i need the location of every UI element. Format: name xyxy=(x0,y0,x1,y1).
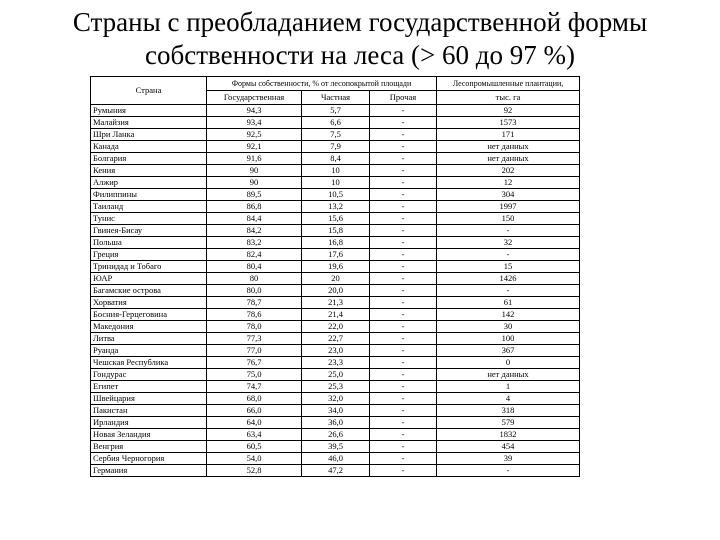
private-cell: 15,8 xyxy=(302,225,370,237)
other-cell: - xyxy=(370,465,437,477)
country-cell: Македония xyxy=(91,321,207,333)
plantations-cell: 1573 xyxy=(437,117,580,129)
header-row-1 xyxy=(91,77,580,91)
forest-ownership-table xyxy=(90,76,580,477)
table-row xyxy=(91,369,580,381)
plantations-cell: 1997 xyxy=(437,201,580,213)
private-cell: 22,0 xyxy=(302,321,370,333)
country-cell: Гвинея-Бисау xyxy=(91,225,207,237)
table-row xyxy=(91,321,580,333)
table-row xyxy=(91,213,580,225)
plantations-cell: 171 xyxy=(437,129,580,141)
header-private: Частная xyxy=(302,91,370,105)
country-cell: Алжир xyxy=(91,177,207,189)
table-header xyxy=(91,77,580,105)
header-other: Прочая xyxy=(370,91,437,105)
other-cell: - xyxy=(370,165,437,177)
plantations-cell: 1 xyxy=(437,381,580,393)
other-cell: - xyxy=(370,285,437,297)
country-cell: Шри Ланка xyxy=(91,129,207,141)
table-row xyxy=(91,453,580,465)
private-cell: 34,0 xyxy=(302,405,370,417)
plantations-cell: 367 xyxy=(437,345,580,357)
other-cell: - xyxy=(370,273,437,285)
private-cell: 10 xyxy=(302,165,370,177)
gov-cell: 80,0 xyxy=(207,285,302,297)
slide-title-line-2: собственности на леса (> 60 до 97 %) xyxy=(145,40,575,70)
table-row xyxy=(91,141,580,153)
table-row xyxy=(91,381,580,393)
country-cell: Румыния xyxy=(91,105,207,117)
plantations-cell: 61 xyxy=(437,297,580,309)
other-cell: - xyxy=(370,441,437,453)
gov-cell: 78,7 xyxy=(207,297,302,309)
gov-cell: 60,5 xyxy=(207,441,302,453)
table-row xyxy=(91,357,580,369)
header-country: Страна xyxy=(91,77,207,105)
table-row xyxy=(91,273,580,285)
plantations-cell: - xyxy=(437,465,580,477)
plantations-cell: - xyxy=(437,225,580,237)
gov-cell: 80,4 xyxy=(207,261,302,273)
gov-cell: 82,4 xyxy=(207,249,302,261)
private-cell: 23,3 xyxy=(302,357,370,369)
other-cell: - xyxy=(370,105,437,117)
table-row xyxy=(91,177,580,189)
plantations-cell: 579 xyxy=(437,417,580,429)
other-cell: - xyxy=(370,141,437,153)
country-cell: Новая Зеландия xyxy=(91,429,207,441)
gov-cell: 90 xyxy=(207,165,302,177)
country-cell: Канада xyxy=(91,141,207,153)
table-row xyxy=(91,153,580,165)
private-cell: 22,7 xyxy=(302,333,370,345)
table-row xyxy=(91,201,580,213)
private-cell: 36,0 xyxy=(302,417,370,429)
table-row xyxy=(91,417,580,429)
plantations-cell: 32 xyxy=(437,237,580,249)
private-cell: 8,4 xyxy=(302,153,370,165)
plantations-cell: 100 xyxy=(437,333,580,345)
gov-cell: 91,6 xyxy=(207,153,302,165)
table-row xyxy=(91,189,580,201)
country-cell: Хорватия xyxy=(91,297,207,309)
table-row xyxy=(91,225,580,237)
other-cell: - xyxy=(370,357,437,369)
gov-cell: 74,7 xyxy=(207,381,302,393)
table-row xyxy=(91,237,580,249)
gov-cell: 66,0 xyxy=(207,405,302,417)
plantations-cell: 12 xyxy=(437,177,580,189)
private-cell: 21,3 xyxy=(302,297,370,309)
country-cell: Греция xyxy=(91,249,207,261)
private-cell: 25,0 xyxy=(302,369,370,381)
plantations-cell: 142 xyxy=(437,309,580,321)
plantations-cell: 304 xyxy=(437,189,580,201)
gov-cell: 92,5 xyxy=(207,129,302,141)
other-cell: - xyxy=(370,429,437,441)
plantations-cell: 15 xyxy=(437,261,580,273)
private-cell: 13,2 xyxy=(302,201,370,213)
gov-cell: 76,7 xyxy=(207,357,302,369)
plantations-cell: нет данных xyxy=(437,153,580,165)
gov-cell: 83,2 xyxy=(207,237,302,249)
other-cell: - xyxy=(370,309,437,321)
gov-cell: 68,0 xyxy=(207,393,302,405)
plantations-cell: 1832 xyxy=(437,429,580,441)
country-cell: Кения xyxy=(91,165,207,177)
other-cell: - xyxy=(370,369,437,381)
table-row xyxy=(91,429,580,441)
table-row xyxy=(91,129,580,141)
gov-cell: 63,4 xyxy=(207,429,302,441)
other-cell: - xyxy=(370,417,437,429)
other-cell: - xyxy=(370,201,437,213)
gov-cell: 54,0 xyxy=(207,453,302,465)
country-cell: Босния-Герцеговина xyxy=(91,309,207,321)
country-cell: Гондурас xyxy=(91,369,207,381)
private-cell: 20,0 xyxy=(302,285,370,297)
country-cell: Филиппины xyxy=(91,189,207,201)
private-cell: 47,2 xyxy=(302,465,370,477)
gov-cell: 84,4 xyxy=(207,213,302,225)
other-cell: - xyxy=(370,117,437,129)
country-cell: Багамские острова xyxy=(91,285,207,297)
private-cell: 17,6 xyxy=(302,249,370,261)
country-cell: Литва xyxy=(91,333,207,345)
gov-cell: 86,8 xyxy=(207,201,302,213)
country-cell: Египет xyxy=(91,381,207,393)
table-row xyxy=(91,165,580,177)
header-plantations-unit: тыс. га xyxy=(437,91,580,105)
private-cell: 39,5 xyxy=(302,441,370,453)
gov-cell: 64,0 xyxy=(207,417,302,429)
slide-title xyxy=(0,6,720,72)
plantations-cell: 202 xyxy=(437,165,580,177)
other-cell: - xyxy=(370,225,437,237)
country-cell: Венгрия xyxy=(91,441,207,453)
gov-cell: 89,5 xyxy=(207,189,302,201)
other-cell: - xyxy=(370,321,437,333)
country-cell: Польша xyxy=(91,237,207,249)
other-cell: - xyxy=(370,261,437,273)
gov-cell: 92,1 xyxy=(207,141,302,153)
gov-cell: 78,0 xyxy=(207,321,302,333)
header-ownership-group: Формы собственности, % от лесопокрытой площади xyxy=(207,77,437,91)
private-cell: 6,6 xyxy=(302,117,370,129)
other-cell: - xyxy=(370,453,437,465)
table-row xyxy=(91,309,580,321)
table-row xyxy=(91,297,580,309)
gov-cell: 77,3 xyxy=(207,333,302,345)
private-cell: 15,6 xyxy=(302,213,370,225)
gov-cell: 90 xyxy=(207,177,302,189)
other-cell: - xyxy=(370,177,437,189)
gov-cell: 52,8 xyxy=(207,465,302,477)
other-cell: - xyxy=(370,393,437,405)
plantations-cell: 318 xyxy=(437,405,580,417)
plantations-cell: - xyxy=(437,285,580,297)
plantations-cell: 1426 xyxy=(437,273,580,285)
private-cell: 20 xyxy=(302,273,370,285)
plantations-cell: 150 xyxy=(437,213,580,225)
private-cell: 21,4 xyxy=(302,309,370,321)
plantations-cell: 92 xyxy=(437,105,580,117)
other-cell: - xyxy=(370,249,437,261)
country-cell: Чешская Республика xyxy=(91,357,207,369)
plantations-cell: 454 xyxy=(437,441,580,453)
gov-cell: 77,0 xyxy=(207,345,302,357)
table-row xyxy=(91,249,580,261)
header-plantations-group: Лесопромышленные плантации, xyxy=(437,77,580,91)
private-cell: 23,0 xyxy=(302,345,370,357)
other-cell: - xyxy=(370,405,437,417)
plantations-cell: - xyxy=(437,249,580,261)
gov-cell: 75,0 xyxy=(207,369,302,381)
private-cell: 7,5 xyxy=(302,129,370,141)
slide-title-line-1: Страны с преобладанием государственной формы xyxy=(72,7,648,37)
table-row xyxy=(91,465,580,477)
private-cell: 46,0 xyxy=(302,453,370,465)
table-row xyxy=(91,405,580,417)
gov-cell: 84,2 xyxy=(207,225,302,237)
other-cell: - xyxy=(370,189,437,201)
gov-cell: 94,3 xyxy=(207,105,302,117)
private-cell: 10 xyxy=(302,177,370,189)
table-body xyxy=(91,105,580,477)
country-cell: Малайзия xyxy=(91,117,207,129)
other-cell: - xyxy=(370,297,437,309)
table-row xyxy=(91,441,580,453)
table-row xyxy=(91,345,580,357)
other-cell: - xyxy=(370,345,437,357)
country-cell: Ирландия xyxy=(91,417,207,429)
plantations-cell: 0 xyxy=(437,357,580,369)
private-cell: 26,6 xyxy=(302,429,370,441)
gov-cell: 93,4 xyxy=(207,117,302,129)
country-cell: ЮАР xyxy=(91,273,207,285)
private-cell: 5,7 xyxy=(302,105,370,117)
country-cell: Руанда xyxy=(91,345,207,357)
plantations-cell: нет данных xyxy=(437,141,580,153)
private-cell: 19,6 xyxy=(302,261,370,273)
private-cell: 32,0 xyxy=(302,393,370,405)
table-row xyxy=(91,261,580,273)
private-cell: 25,3 xyxy=(302,381,370,393)
private-cell: 16,8 xyxy=(302,237,370,249)
country-cell: Сербия Черногория xyxy=(91,453,207,465)
plantations-cell: 39 xyxy=(437,453,580,465)
table-row xyxy=(91,105,580,117)
country-cell: Пакистан xyxy=(91,405,207,417)
country-cell: Болгария xyxy=(91,153,207,165)
other-cell: - xyxy=(370,213,437,225)
other-cell: - xyxy=(370,153,437,165)
gov-cell: 78,6 xyxy=(207,309,302,321)
table-row xyxy=(91,393,580,405)
table-row xyxy=(91,333,580,345)
private-cell: 7,9 xyxy=(302,141,370,153)
country-cell: Тринидад и Тобаго xyxy=(91,261,207,273)
country-cell: Германия xyxy=(91,465,207,477)
other-cell: - xyxy=(370,129,437,141)
other-cell: - xyxy=(370,237,437,249)
table-row xyxy=(91,117,580,129)
other-cell: - xyxy=(370,333,437,345)
country-cell: Швейцария xyxy=(91,393,207,405)
private-cell: 10,5 xyxy=(302,189,370,201)
country-cell: Тунис xyxy=(91,213,207,225)
header-gov: Государственная xyxy=(207,91,302,105)
country-cell: Таиланд xyxy=(91,201,207,213)
gov-cell: 80 xyxy=(207,273,302,285)
table-row xyxy=(91,285,580,297)
plantations-cell: нет данных xyxy=(437,369,580,381)
other-cell: - xyxy=(370,381,437,393)
plantations-cell: 30 xyxy=(437,321,580,333)
plantations-cell: 4 xyxy=(437,393,580,405)
